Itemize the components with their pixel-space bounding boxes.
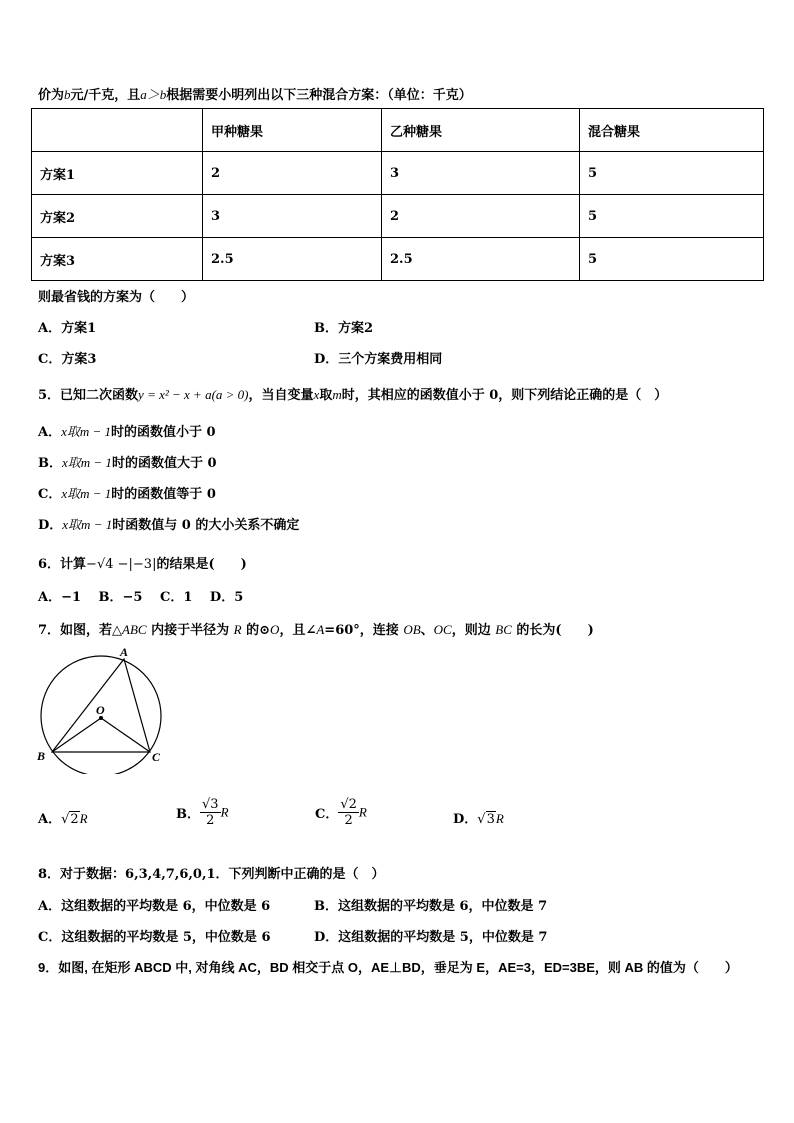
q7-var: OB bbox=[403, 622, 421, 637]
option-letter: A． bbox=[38, 812, 62, 827]
q7-var: BC bbox=[495, 622, 512, 637]
q7-text: 内接于半径为 bbox=[146, 623, 234, 638]
option-text: 时的函数值小于 0 bbox=[111, 425, 216, 440]
table-cell: 5 bbox=[580, 195, 764, 238]
label-a: A bbox=[120, 645, 129, 659]
q4-option-d: D．三个方案费用相同 bbox=[314, 352, 443, 367]
q8-option-c: C．这组数据的平均数是 5，中位数是 6 bbox=[38, 930, 271, 945]
q5-stem bbox=[38, 384, 667, 403]
option-letter: C． bbox=[315, 807, 339, 822]
var-r: R bbox=[220, 804, 229, 820]
fraction bbox=[200, 797, 221, 828]
table-cell: 方案1 bbox=[32, 152, 203, 195]
option-letter: B． bbox=[176, 807, 200, 822]
q5-option-d bbox=[38, 514, 299, 533]
table-cell: 3 bbox=[382, 152, 580, 195]
table-row bbox=[32, 195, 764, 238]
table-cell: 2.5 bbox=[382, 238, 580, 281]
option-letter: D． bbox=[453, 812, 478, 827]
q7-text: 的⊙ bbox=[241, 623, 271, 638]
q7-text: 、 bbox=[420, 623, 434, 638]
table-cell: 2 bbox=[382, 195, 580, 238]
q7-var: A bbox=[316, 622, 325, 637]
q7-text: 的长为( ) bbox=[511, 623, 594, 638]
denominator: 2 bbox=[344, 813, 353, 828]
option-text: 时函数值与 0 的大小关系不确定 bbox=[112, 518, 300, 533]
label-b: B bbox=[37, 749, 46, 763]
q5-text-1: 5．已知二次函数 bbox=[38, 388, 139, 403]
q5-option-c bbox=[38, 483, 216, 502]
var-b: b bbox=[64, 87, 71, 102]
q4-option-c: C．方案3 bbox=[38, 352, 97, 367]
q7-text: ，则边 bbox=[451, 623, 496, 638]
numerator: √2 bbox=[340, 797, 357, 812]
label-c: C bbox=[152, 750, 161, 764]
q6-text-2: 的结果是( ) bbox=[156, 557, 247, 572]
q5-text-4: 时，其相应的函数值小于 0，则下列结论正确的是（ ） bbox=[341, 388, 668, 403]
q5-option-a bbox=[38, 421, 216, 440]
table-cell: 5 bbox=[580, 238, 764, 281]
fraction bbox=[338, 797, 359, 828]
q8-option-b: B．这组数据的平均数是 6，中位数是 7 bbox=[314, 899, 548, 914]
table-row bbox=[32, 238, 764, 281]
option-expr: x取m − 1 bbox=[61, 486, 112, 501]
q7-option-d bbox=[453, 808, 504, 827]
sqrt-sign: √ bbox=[477, 812, 486, 827]
q6-stem bbox=[38, 553, 247, 572]
option-expr: x取m − 1 bbox=[61, 424, 112, 439]
sqrt-sign: √ bbox=[61, 812, 70, 827]
radicand: 3 bbox=[486, 812, 495, 827]
option-expr: x取m − 1 bbox=[62, 517, 113, 532]
table-cell: 方案2 bbox=[32, 195, 203, 238]
segment-oc bbox=[101, 718, 150, 752]
q5-function: y = x² − x + a(a > 0) bbox=[138, 387, 249, 402]
q8-stem: 8．对于数据：6,3,4,7,6,0,1．下列判断中正确的是（ ） bbox=[38, 867, 385, 882]
q5-text-2: ，当自变量 bbox=[248, 388, 314, 403]
segment-ob bbox=[52, 718, 101, 752]
denominator: 2 bbox=[206, 813, 215, 828]
q7-var: OC bbox=[433, 622, 452, 637]
var-r: R bbox=[358, 804, 367, 820]
option-expr: x取m − 1 bbox=[62, 455, 112, 470]
inequality: a＞b bbox=[140, 87, 167, 102]
option-letter: D． bbox=[38, 518, 63, 533]
q8-option-d: D．这组数据的平均数是 5，中位数是 7 bbox=[314, 930, 548, 945]
var-r: R bbox=[495, 811, 504, 826]
q7-text: 7．如图，若△ bbox=[38, 623, 123, 638]
q5-option-b bbox=[38, 452, 217, 471]
circle-triangle-figure bbox=[34, 644, 174, 774]
numerator: √3 bbox=[202, 797, 219, 812]
q8-option-a: A．这组数据的平均数是 6，中位数是 6 bbox=[38, 899, 271, 914]
intro-text-3: 根据需要小明列出以下三种混合方案：（单位：千克） bbox=[166, 88, 472, 103]
intro-text-2: 元/千克，且 bbox=[70, 88, 141, 103]
intro-text-1: 价为 bbox=[38, 88, 65, 103]
q5-text-3: 取 bbox=[319, 388, 333, 403]
q7-option-a bbox=[38, 808, 88, 827]
option-letter: B． bbox=[38, 456, 62, 471]
header-cell: 乙种糖果 bbox=[382, 109, 580, 152]
table-cell: 5 bbox=[580, 152, 764, 195]
q6-options: A．−1 B．−5 C．1 D．5 bbox=[38, 590, 244, 605]
table-cell: 方案3 bbox=[32, 238, 203, 281]
q6-text-1: 6．计算 bbox=[38, 557, 87, 572]
header-cell: 甲种糖果 bbox=[203, 109, 382, 152]
var-x: x bbox=[313, 387, 320, 402]
header-cell bbox=[32, 109, 203, 152]
table-row bbox=[32, 152, 764, 195]
option-letter: C． bbox=[38, 487, 62, 502]
q4-option-a: A．方案1 bbox=[38, 321, 97, 336]
radicand: 2 bbox=[70, 812, 79, 827]
q7-var: O bbox=[270, 622, 280, 637]
var-m: m bbox=[332, 387, 342, 402]
q7-var: ABC bbox=[122, 622, 147, 637]
label-o: O bbox=[96, 703, 105, 717]
candy-table bbox=[31, 108, 764, 281]
table-header-row bbox=[32, 109, 764, 152]
q7-stem bbox=[38, 619, 594, 638]
table-cell: 2.5 bbox=[203, 238, 382, 281]
q4-stem: 则最省钱的方案为（ ） bbox=[38, 290, 195, 305]
intro-line bbox=[38, 84, 472, 103]
q9-stem: 9．如图, 在矩形 ABCD 中, 对角线 AC，BD 相交于点 O，AE⊥BD，垂足为 E，AE=3，ED=3BE，则 AB 的值为（ ） bbox=[38, 960, 738, 975]
q7-option-c bbox=[315, 797, 367, 828]
option-letter: A． bbox=[38, 425, 62, 440]
option-text: 时的函数值大于 0 bbox=[111, 456, 217, 471]
q6-expression: −√4 −|−3| bbox=[86, 557, 157, 572]
q7-text: =60°，连接 bbox=[324, 623, 404, 638]
option-text: 时的函数值等于 0 bbox=[111, 487, 216, 502]
table-cell: 2 bbox=[203, 152, 382, 195]
var-r: R bbox=[79, 811, 88, 826]
q4-option-b: B．方案2 bbox=[314, 321, 374, 336]
header-cell: 混合糖果 bbox=[580, 109, 764, 152]
q7-option-b bbox=[176, 797, 229, 828]
table-cell: 3 bbox=[203, 195, 382, 238]
q7-var: R bbox=[233, 622, 242, 637]
q7-text: ，且∠ bbox=[279, 623, 317, 638]
